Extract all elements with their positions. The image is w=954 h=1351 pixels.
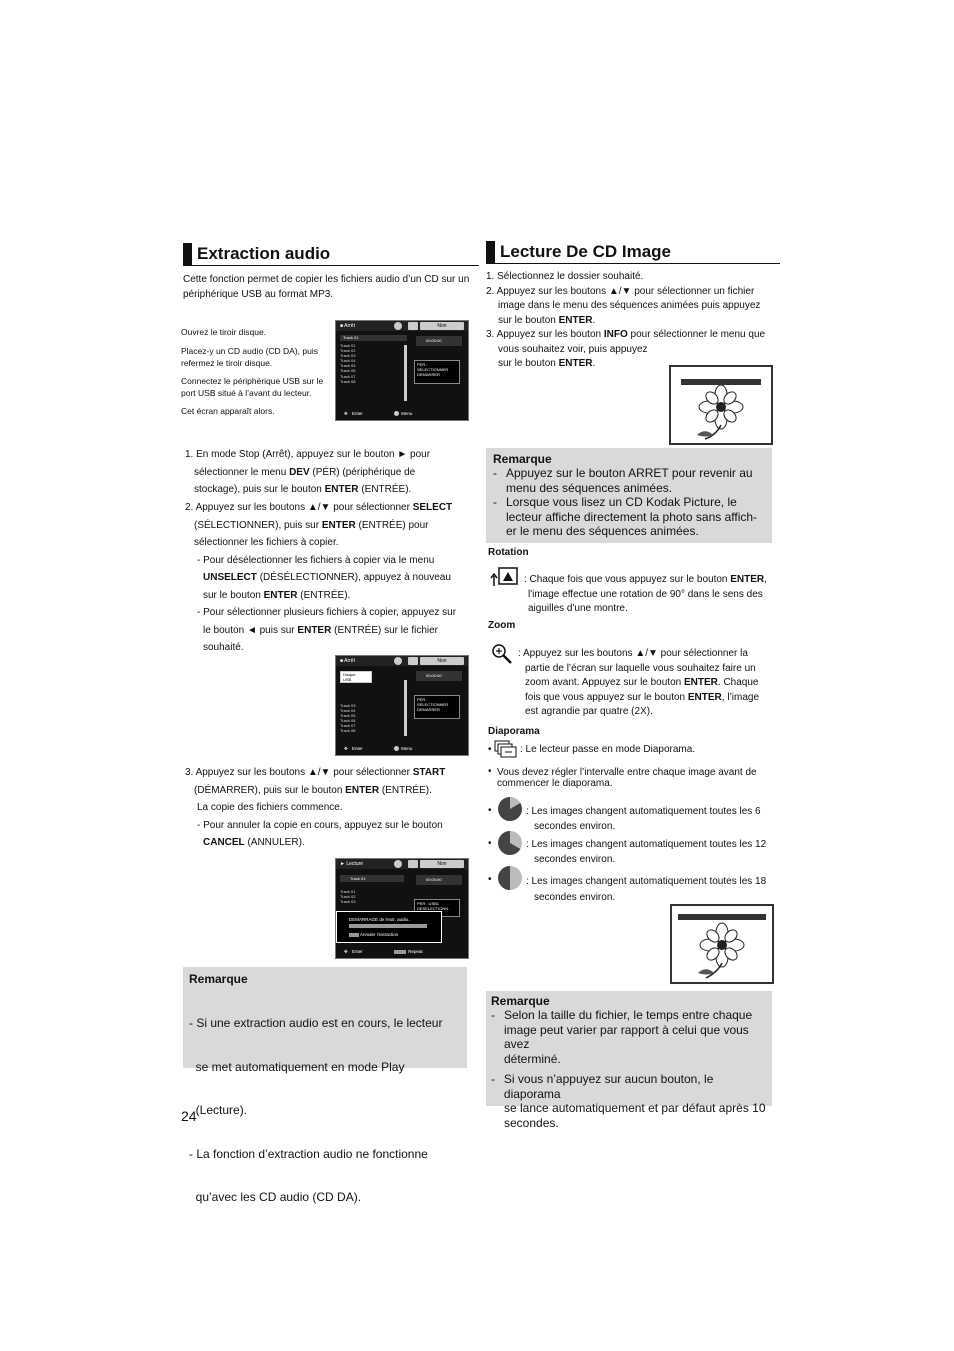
diaporama-text-2: Vous devez régler l’intervalle entre chaque image avant de commencer le diaporama. (497, 767, 757, 789)
screen-select-menu: ■ Arrêt Non Disque USB Track 03 Track 04 Track 05 Track 06 Track 07 Track 08 00:00:00 PER : SELECTIONNER DEMARRER ✥ Enter Menu (335, 655, 469, 756)
track-item: Track 02 (340, 348, 356, 354)
rotate-icon (490, 566, 522, 588)
timer-18s-icon (498, 866, 522, 890)
track-item: Track 06 (340, 368, 356, 374)
bullet: • (488, 744, 492, 755)
timer-6s-icon (498, 797, 522, 821)
section-title-cd-image: Lecture De CD Image (486, 241, 780, 264)
track-item: Track 02 (340, 894, 356, 900)
extraction-dialog (336, 911, 442, 943)
dialog-cancel: Annuler l'extraction (360, 932, 399, 937)
track-item: Track 05 (340, 363, 356, 369)
scrollbar (404, 345, 407, 401)
track-item: Track 03 (340, 703, 356, 708)
enter-label: Enter (352, 411, 363, 416)
diaporama-label: Diaporama (488, 726, 540, 737)
note-box-right-2 (486, 991, 772, 1130)
diaporama-18s: : Les images changent automatiquement toutes les 18 secondes environ. (526, 876, 767, 903)
info-bar (678, 914, 766, 920)
popup-line: DEMARRER (417, 372, 440, 377)
cancel-icon (349, 933, 359, 937)
flower-illustration (692, 922, 752, 980)
track-item: Track 01 (340, 343, 356, 348)
step-2: 2. Appuyez sur les boutons ▲/▼ pour sélectionner SELECT (SÉLECTIONNER), puis sur ENTER (ENTRÉE) pour sélectionner les fichiers à copier. - Pour désélectionner les fichiers à copier via le menu UNSELECT (DÉSÉLECTIONNER), appuyez à nouveau sur le bouton ENTER (ENTRÉE). - Pour sélectionner plusieurs fichiers à copier, appuyez sur le bouton ◄ puis sur ENTER (ENTRÉE) sur le fichier souhaité. (185, 502, 457, 653)
nav-icon: ✥ (344, 411, 348, 416)
disc-icon (394, 322, 402, 330)
note-text: - Appuyez sur le bouton ARRET pour revenir au menu des séquences animées. - Lorsque vous lisez un CD Kodak Picture, le lecteur affiche directement la photo sans affich- er le menu des séquences animées. (493, 466, 758, 538)
track-item: Track 04 (340, 708, 356, 714)
screen-extraction-menu: ■ Arrêt Non Track 01 Track 01 Track 02 Track 03 Track 04 Track 05 Track 06 Track 07 Track 08 00:00:00 PER : SELECTIONNER DEMARRER ✥ Enter Menu (335, 320, 469, 421)
zoom-label: Zoom (488, 620, 516, 631)
dialog-title: DEMARRAGE de l'extr. audio.. (349, 917, 411, 922)
timer-12s-icon (498, 831, 522, 855)
track-item: Track 01 (340, 889, 356, 894)
progress-bar (349, 924, 427, 928)
prep-2: Placez-y un CD audio (CD DA), puis refermez le tiroir disque. (181, 346, 318, 368)
screen-footer: ✥ Enter Repeat (336, 946, 468, 958)
bullet: • (488, 805, 492, 816)
popup-box (414, 360, 460, 384)
screen-extraction-progress: ► Lecture Non Track 01 Track 01 Track 02 Track 03 00:00:00 PER : USB1 DESELECTIONN. DEMARRAGE de l'extr. audio.. Annuler l'extraction ✥ Enter Repeat (335, 858, 469, 959)
zoom-icon (491, 643, 513, 665)
track-item: Track 03 (340, 353, 356, 359)
screen-title: Arrêt (344, 658, 355, 664)
screen-footer (336, 408, 468, 420)
scrollbar (404, 680, 407, 736)
bullet: • (488, 874, 492, 885)
photo-preview-1 (669, 365, 773, 445)
note-text: - Selon la taille du fichier, le temps entre chaque image peut varier par rapport à celui que vous avez déterminé. - Si vous n’appuyez sur aucun bouton, le diaporama se lance automatiquement et par défaut après 10 secondes. (491, 1008, 766, 1130)
prep-4: Cet écran apparaît alors. (181, 406, 275, 416)
track-item: Track 06 (340, 718, 356, 724)
disc-icon (394, 860, 402, 868)
track-list (340, 889, 404, 904)
nav-icon: ✥ (344, 746, 348, 751)
slideshow-icon (494, 740, 518, 758)
screen-pill: Non (420, 322, 464, 330)
page-number: 24 (181, 1108, 197, 1124)
repeat-icon (394, 950, 406, 954)
track-header: Track 01 (340, 875, 404, 882)
note-heading: Remarque (491, 994, 550, 1008)
device-selector: Disque USB (340, 671, 372, 683)
popup-line: PER : (417, 362, 428, 367)
note-heading: Remarque (189, 972, 248, 986)
track-item: Track 04 (340, 358, 356, 364)
step-3: 3. Appuyez sur les boutons ▲/▼ pour sélectionner START (DÉMARRER), puis sur le bouton ENTER (ENTRÉE). La copie des fichiers commence. - Pour annuler la copie en cours, appuyez sur le bouton CANCEL (ANNULER). (185, 767, 446, 848)
note-heading: Remarque (493, 452, 552, 466)
intro-text: Cette fonction permet de copier les fichiers audio d’un CD sur un périphérique USB au format MP3. (183, 274, 470, 300)
time-display: 00:00:00 (416, 336, 462, 346)
rotation-label: Rotation (488, 547, 529, 558)
disc-icon (394, 657, 402, 665)
image-steps: 1. Sélectionnez le dossier souhaité. 2. Appuyez sur les boutons ▲/▼ pour sélectionner un fichier image dans le menu des séquences animées puis appuyez sur le bouton ENTER. 3. Appuyez sur les bouton INFO pour sélectionner le menu que vous souhaitez voir, puis appuyez sur le bouton ENTER. (486, 271, 766, 369)
popup-line: SELECTIONNER (417, 367, 449, 372)
menu-label: Menu (401, 411, 413, 416)
bullet: • (488, 766, 492, 777)
screen-title: Arrêt (344, 323, 355, 329)
usb-icon (408, 657, 418, 665)
diaporama-6s: : Les images changent automatiquement toutes les 6 secondes environ. (526, 806, 761, 832)
menu-icon (394, 746, 399, 751)
diaporama-text-1: : Le lecteur passe en mode Diaporama. (520, 744, 696, 755)
popup-box: PER : USB1 DESELECTIONN. (414, 899, 460, 917)
track-item: Track 03 (340, 899, 356, 905)
screen-footer: ✥ Enter Menu (336, 743, 468, 755)
usb-icon (408, 322, 418, 330)
time-display: 00:00:00 (416, 671, 462, 681)
prep-3: Connectez le périphérique USB sur le port USB situé à l’avant du lecteur. (181, 376, 324, 398)
popup-box: PER : SELECTIONNER DEMARRER (414, 695, 460, 719)
time-display: 00:00:00 (416, 875, 462, 885)
menu-icon (394, 411, 399, 416)
track-list (340, 343, 404, 384)
screen-pill: Non (420, 657, 464, 665)
step-1: 1. En mode Stop (Arrêt), appuyez sur le bouton ► pour sélectionner le menu DEV (PÉR) (périphérique de stockage), puis sur le bouton ENTER (ENTRÉE). (185, 449, 431, 495)
track-header: Track 01 (340, 335, 407, 341)
note-text: - Si une extraction audio est en cours, le lecteur se met automatiquement en mode Play (Lecture). - La fonction d’extraction audio ne fonctionne qu’avec les CD audio (CD DA). (189, 1016, 443, 1204)
track-list (340, 703, 404, 734)
rotation-text: : Chaque fois que vous appuyez sur le bouton ENTER, l'image effectue une rotation de 90° dans le sens des aiguilles d'une montre. (524, 574, 767, 614)
track-item: Track 05 (340, 713, 356, 719)
section-title-extraction: Extraction audio (183, 243, 479, 266)
track-item: Track 08 (340, 728, 356, 734)
track-item: Track 07 (340, 723, 356, 729)
usb-icon (408, 860, 418, 868)
track-item: Track 08 (340, 378, 356, 384)
prep-1: Ouvrez le tiroir disque. (181, 327, 267, 337)
zoom-text: : Appuyez sur les boutons ▲/▼ pour sélectionner la partie de l’écran sur laquelle vous souhaitez faire un zoom avant. Appuyez sur le bouton ENTER. Chaque fois que vous appuyez sur le bouton ENTER, l’image est agrandie par quatre (2X). (518, 648, 760, 717)
photo-preview-2 (670, 904, 774, 984)
diaporama-12s: : Les images changent automatiquement toutes les 12 secondes environ. (526, 839, 767, 865)
nav-icon: ✥ (344, 949, 348, 954)
track-item: Track 07 (340, 373, 356, 379)
flower-illustration (691, 385, 751, 441)
note-box-right-1 (486, 448, 772, 543)
bullet: • (488, 838, 492, 849)
